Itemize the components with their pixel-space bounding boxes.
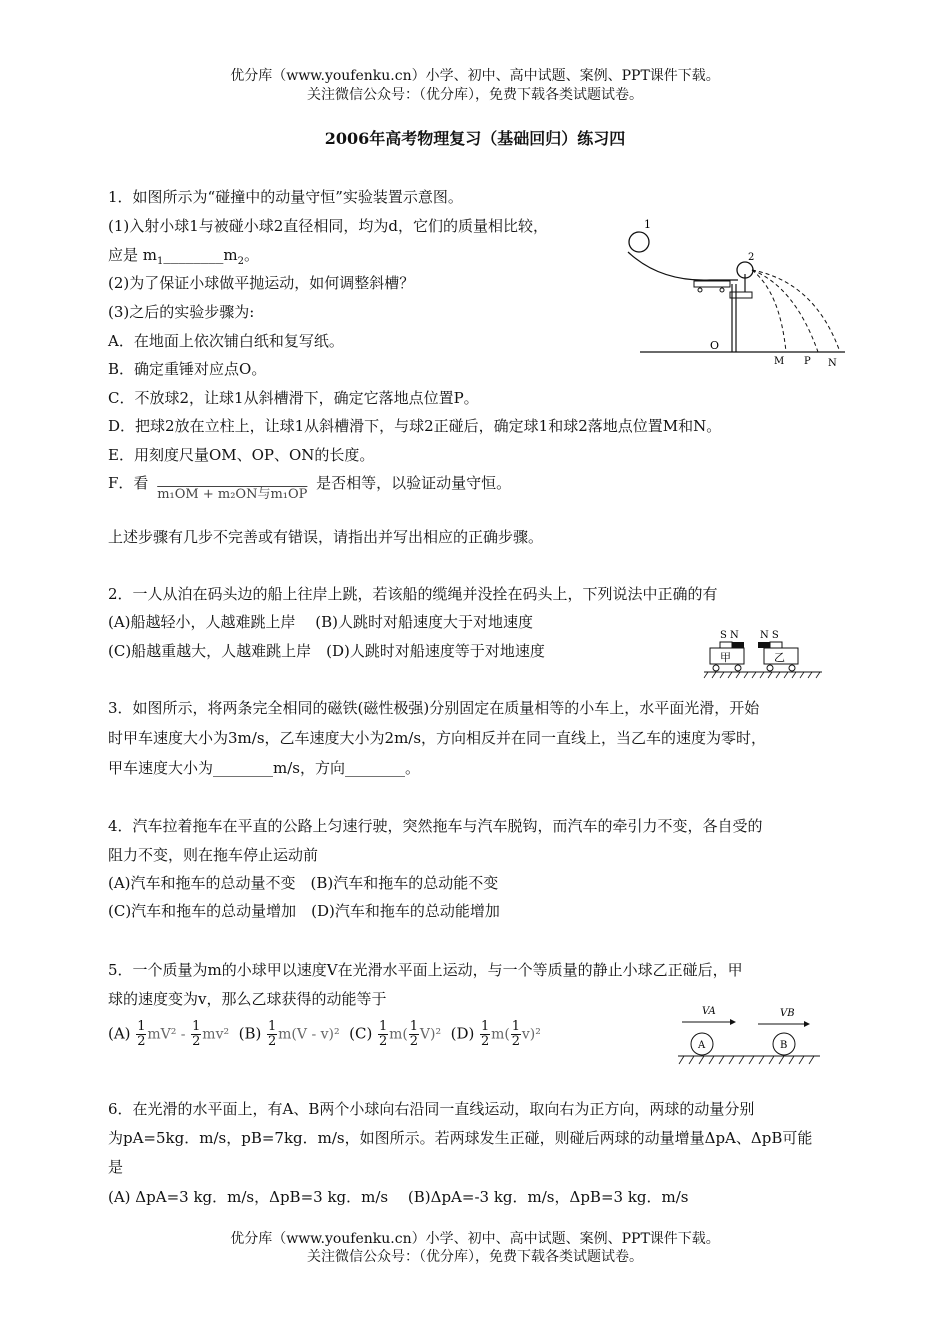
q4-options-row1: (A)汽车和拖车的总动量不变 (B)汽车和拖车的总动能不变 bbox=[108, 874, 499, 892]
q1-step-a: A．在地面上依次铺白纸和复写纸。 bbox=[108, 332, 344, 350]
q3-line1: 3．如图所示，将两条完全相同的磁铁(磁性极强)分别固定在质量相等的小车上，水平面光滑，开始 bbox=[108, 699, 760, 717]
q4-line1: 4．汽车拉着拖车在平直的公路上匀速行驶，突然拖车与汽车脱钩，而汽车的牵引力不变，各自受的 bbox=[108, 817, 763, 835]
vb-label: VB bbox=[780, 1008, 795, 1019]
q6-line2: 为pA=5kg．m/s，pB=7kg．m/s，如图所示。若两球发生正碰，则碰后两球的动量增量ΔpA、ΔpB可能 bbox=[108, 1129, 813, 1147]
q1-part1b: 应是 $m_1\_\_\_\_\_\_\_\_m_2$。 bbox=[108, 246, 259, 267]
footer-line-1: 优分库（www.youfenku.cn）小学、初中、高中试题、案例、PPT课件下载。 bbox=[230, 1231, 720, 1247]
q1-step-b: B．确定重锤对应点O。 bbox=[108, 360, 267, 378]
q2-stem: 2．一人从泊在码头边的船上往岸上跳，若该船的缆绳并没拴在码头上，下列说法中正确的有 bbox=[108, 585, 718, 603]
q1-part2: (2)为了保证小球做平抛运动，如何调整斜槽？ bbox=[108, 274, 415, 292]
q3-line2: 时甲车速度大小为3m/s，乙车速度大小为2m/s，方向相反并在同一直线上，当乙车的速度为零时， bbox=[108, 729, 767, 747]
ball-b-label: B bbox=[780, 1040, 788, 1051]
car-yi-label: 乙 bbox=[774, 651, 785, 664]
q6-options-row1: (A) ΔpA=3 kg．m/s，ΔpB=3 kg．m/s (B)ΔpA=-3 kg．m/s，ΔpB=3 kg．m/s bbox=[108, 1188, 689, 1206]
collision-apparatus-figure bbox=[620, 212, 850, 372]
q1-tail: 上述步骤有几步不完善或有错误，请指出并写出相应的正确步骤。 bbox=[108, 528, 544, 546]
right-magnet-poles: N S bbox=[760, 630, 779, 641]
footer-line-2: 关注微信公众号：（优分库），免费下载各类试题试卷。 bbox=[307, 1249, 643, 1265]
q5-options: (A) $\frac{1}{2}$ mV² - $\frac{1}{2}$ mv² (B) $\frac{1}{2}$ m(V - v)² (C) $\frac{1}{2}$ m( $\frac{1}{2}$ V)² (D) $\frac{1}{2}$ m( $\frac{1}{2}$ v)² bbox=[108, 1019, 541, 1049]
header-line-2: 关注微信公众号：（优分库），免费下载各类试题试卷。 bbox=[307, 87, 643, 103]
q2-options-row1: (A)船越轻小，人越难跳上岸 (B)人跳时对船速度大于对地速度 bbox=[108, 613, 534, 631]
point-n-label: N bbox=[828, 358, 837, 369]
q1-step-d: D．把球2放在立柱上，让球1从斜槽滑下，与球2正碰后，确定球1和球2落地点位置M和N。 bbox=[108, 417, 722, 435]
va-label: VA bbox=[702, 1006, 716, 1017]
q6-line1: 6．在光滑的水平面上，有A、B两个小球向右沿同一直线运动，取向右为正方向，两球的动量分别 bbox=[108, 1100, 755, 1118]
balls-ab-figure bbox=[672, 1002, 832, 1066]
car-jia-label: 甲 bbox=[720, 651, 731, 664]
ball2-label: 2 bbox=[748, 252, 755, 263]
ball-a-label: A bbox=[698, 1040, 706, 1051]
q1-step-e: E．用刻度尺量OM、OP、ON的长度。 bbox=[108, 446, 375, 464]
q3-line3: 甲车速度大小为________m/s，方向________。 bbox=[108, 759, 420, 777]
left-magnet-poles: S N bbox=[720, 630, 739, 641]
q1-part3: (3)之后的实验步骤为: bbox=[108, 303, 255, 321]
q5-line2: 球的速度变为v，那么乙球获得的动能等于 bbox=[108, 990, 387, 1008]
q4-line2: 阻力不变，则在拖车停止运动前 bbox=[108, 846, 319, 864]
header-line-1: 优分库（www.youfenku.cn）小学、初中、高中试题、案例、PPT课件下载。 bbox=[230, 68, 720, 84]
q5-line1: 5．一个质量为m的小球甲以速度V在光滑水平面上运动，与一个等质量的静止小球乙正碰后，甲 bbox=[108, 961, 743, 979]
point-p-label: P bbox=[804, 356, 811, 367]
momentum-formula: m₁OM + m₂ON与m₁OP bbox=[157, 487, 308, 502]
page-title: 2006年高考物理复习（基础回归）练习四 bbox=[324, 129, 626, 148]
q1-part1a: (1)入射小球1与被碰小球2直径相同，均为d，它们的质量相比较， bbox=[108, 217, 548, 235]
q1-stem: 1．如图所示为“碰撞中的动量守恒”实验装置示意图。 bbox=[108, 188, 463, 206]
magnet-cars-figure bbox=[702, 628, 842, 680]
q1-step-c: C．不放球2，让球1从斜槽滑下，确定它落地点位置P。 bbox=[108, 389, 479, 407]
point-o-label: O bbox=[710, 339, 720, 352]
q6-line3: 是 bbox=[108, 1158, 124, 1176]
q4-options-row2: (C)汽车和拖车的总动量增加 (D)汽车和拖车的总动能增加 bbox=[108, 902, 500, 920]
q1-step-f: F．看 m₁OM + m₂ON与m₁OP 是否相等，以验证动量守恒。 bbox=[108, 474, 512, 502]
ball1-label: 1 bbox=[644, 218, 651, 231]
q2-options-row2: (C)船越重越大，人越难跳上岸 (D)人跳时对船速度等于对地速度 bbox=[108, 642, 545, 660]
point-m-label: M bbox=[774, 356, 785, 367]
